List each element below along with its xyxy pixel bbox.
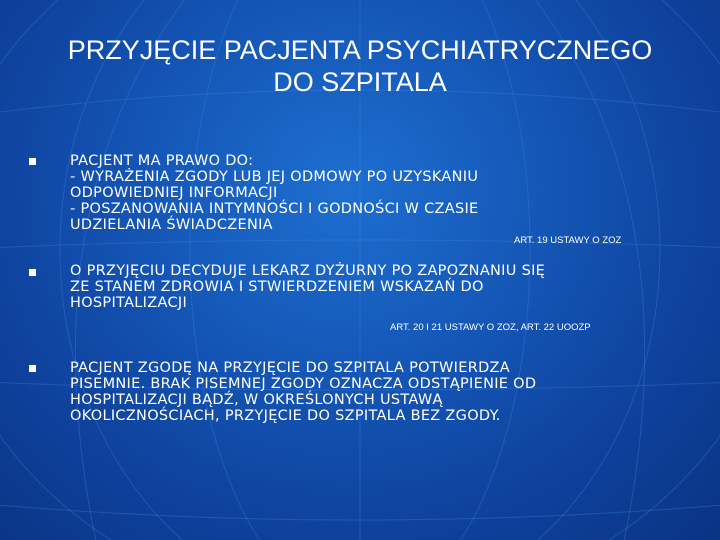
list-item-line: ZE STANEM ZDROWIA I STWIERDZENIEM WSKAZAŃ DO <box>70 279 484 295</box>
bullet-square-icon <box>29 269 36 276</box>
list-item-line-text: UDZIELANIA ŚWIADCZENIA <box>70 217 273 233</box>
legal-reference: ART. 20 I 21 USTAWY O ZOZ, ART. 22 UOOZP <box>390 322 591 333</box>
list-item-line: - POSZANOWANIA INTYMNOŚCI I GODNOŚCI W CZASIE <box>70 201 479 217</box>
list-item-written-consent <box>70 360 690 424</box>
list-item-line: - WYRAŻENIA ZGODY LUB JEJ ODMOWY PO UZYSKANIU <box>70 169 479 185</box>
bullet-square-icon <box>29 158 36 165</box>
list-item-admission-decision <box>70 263 690 311</box>
list-item-line: HOSPITALIZACJI <box>70 295 188 311</box>
slide-title <box>0 34 720 98</box>
bullet-square-icon <box>29 365 36 372</box>
list-item-line: PISEMNIE. BRAK PISEMNEJ ZGODY OZNACZA ODSTĄPIENIE OD <box>70 376 537 392</box>
list-item-line: PACJENT MA PRAWO DO: <box>70 153 254 169</box>
list-item-line: OKOLICZNOŚCIACH, PRZYJĘCIE DO SZPITALA BEZ ZGODY. <box>70 408 501 424</box>
legal-reference: ART. 19 USTAWY O ZOZ <box>514 235 622 246</box>
slide-title-line-1: PRZYJĘCIE PACJENTA PSYCHIATRYCZNEGO <box>67 35 653 65</box>
list-item-line: HOSPITALIZACJI BĄDŹ, W OKREŚLONYCH USTAWĄ <box>70 392 443 408</box>
list-item-patient-rights <box>70 153 690 233</box>
list-item-line: ODPOWIEDNIEJ INFORMACJI <box>70 185 278 201</box>
list-item-line: O PRZYJĘCIU DECYDUJE LEKARZ DYŻURNY PO ZAPOZNANIU SIĘ <box>70 263 546 279</box>
slide-title-line-2: DO SZPITALA <box>273 67 447 97</box>
list-item-line: PACJENT ZGODĘ NA PRZYJĘCIE DO SZPITALA POTWIERDZA <box>70 360 510 376</box>
list-item-line <box>70 217 690 233</box>
